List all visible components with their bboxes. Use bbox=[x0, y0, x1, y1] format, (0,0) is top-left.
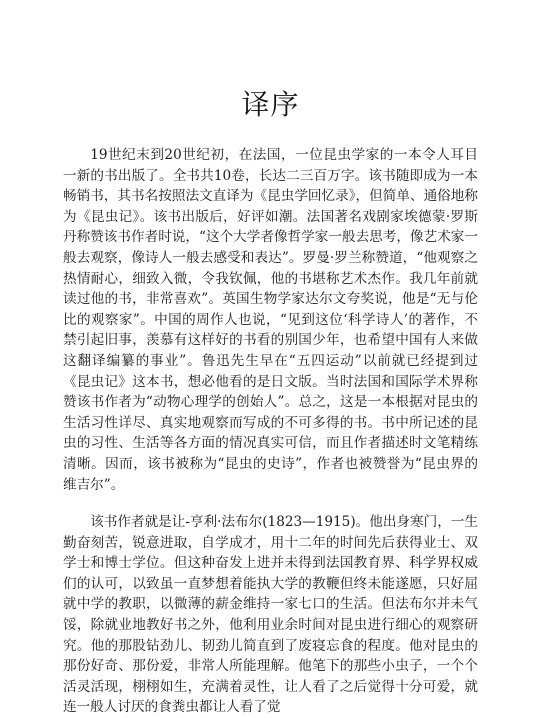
paragraph-1: 19世纪末到20世纪初，在法国，一位昆虫学家的一本令人耳目一新的书出版了。全书共10卷，长达二三百万字。该书随即成为一本畅销书，其书名按照法文直译为《昆虫学回忆录》，但简单、通俗地称为《昆虫记》。该书出版后，好评如潮。法国著名戏剧家埃德蒙·罗斯丹称赞该书作者时说，“这个大学者像哲学家一般去思考，像艺术家一般去观察，像诗人一般去感受和表达”。罗曼·罗兰称赞道，“他观察之热情耐心，细致入微，令我钦佩，他的书堪称艺术杰作。我几年前就读过他的书，非常喜欢”。英国生物学家达尔文夸奖说，他是“无与伦比的观察家”。中国的周作人也说，“见到这位‘科学诗人’的著作，不禁引起旧事，羡慕有这样好的书看的别国少年，也希望中国有人来做这翻译编纂的事业”。鲁迅先生早在“五四运动”以前就已经提到过《昆虫记》这本书，想必他看的是日文版。当时法国和国际学术界称赞该书作者为“动物心理学的创始人”。总之，这是一本根据对昆虫的生活习性详尽、真实地观察而写成的不可多得的书。书中所记述的昆虫的习性、生活等各方面的情况真实可信，而且作者描述时文笔精练清晰。因而，该书被称为“昆虫的史诗”，作者也被赞誉为“昆虫界的维吉尔”。 bbox=[63, 147, 478, 493]
paragraph-2: 该书作者就是让-亨利·法布尔(1823—1915)。他出身寒门，一生勤奋刻苦，锐意进取，自学成才，用十二年的时间先后获得业士、双学士和博士学位。但这种奋发上进并未得到法国教育界、科学界权威们的认可，以致虽一直梦想着能执大学的教鞭但终未能遂愿，只好屈就中学的教职，以微薄的薪金维持一家七口的生活。但法布尔并未气馁，除就业地教好书之外，他利用业余时间对昆虫进行细心的观察研究。他的那股钻劲儿、韧劲儿简直到了废寝忘食的程度。他对昆虫的那份好奇、那份爱，非常人所能理解。他笔下的那些小虫子，一个个活灵活现，栩栩如生，充满着灵性，让人看了之后觉得十分可爱，就连一般人讨厌的食粪虫都让人看了觉 bbox=[63, 514, 478, 716]
page-title: 译序 bbox=[241, 88, 300, 121]
